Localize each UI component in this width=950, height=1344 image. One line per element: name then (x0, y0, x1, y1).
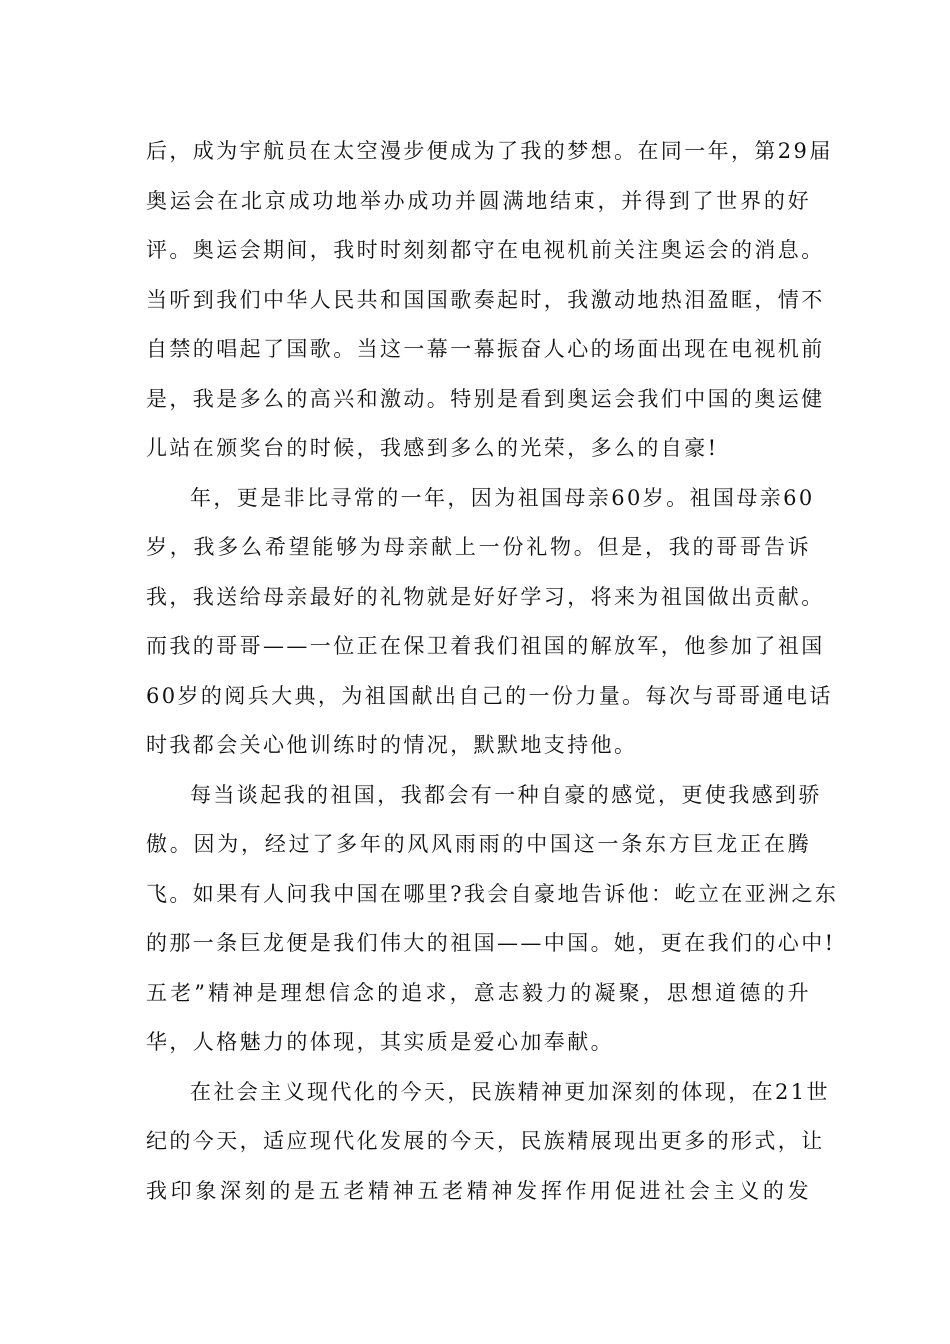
text-line: 的那一条巨龙便是我们伟大的祖国——中国。她，更在我们的心中! (146, 931, 836, 955)
body-text (146, 127, 839, 1216)
text-line: 五老”精神是理想信念的追求，意志毅力的凝聚，思想道德的升 (146, 980, 811, 1005)
text-line: 飞。如果有人问我中国在哪里?我会自豪地告诉他：屹立在亚洲之东 (146, 881, 839, 906)
text-line: 奥运会在北京成功地举办成功并圆满地结束，并得到了世界的好 (146, 188, 811, 213)
text-line: 儿站在颁奖台的时候，我感到多么的光荣，多么的自豪! (146, 436, 719, 460)
text-line: 是，我是多么的高兴和激动。特别是看到奥运会我们中国的奥运健 (146, 386, 825, 411)
text-line: 时我都会关心他训练时的情况，默默地支持他。 (146, 733, 638, 757)
text-line: 而我的哥哥——一位正在保卫着我们祖国的解放军，他参加了祖国 (146, 634, 825, 658)
text-line: 年，更是非比寻常的一年，因为祖国母亲60岁。祖国母亲60 (190, 485, 815, 510)
text-line: 纪的今天，适应现代化发展的今天，民族精展现出更多的形式，让 (146, 1129, 825, 1153)
text-line: 我印象深刻的是五老精神五老精神发挥作用促进社会主义的发 (146, 1178, 811, 1203)
text-line: 当听到我们中华人民共和国国歌奏起时，我激动地热泪盈眶，情不 (146, 287, 825, 312)
text-line: 岁，我多么希望能够为母亲献上一份礼物。但是，我的哥哥告诉 (146, 535, 811, 559)
text-line: 后，成为宇航员在太空漫步便成为了我的梦想。在同一年，第29届 (146, 139, 833, 163)
text-line: 华，人格魅力的体现，其实质是爱心加奉献。 (146, 1030, 614, 1054)
text-line: 每当谈起我的祖国，我都会有一种自豪的感觉，更使我感到骄 (190, 782, 822, 807)
text-line: 评。奥运会期间，我时时刻刻都守在电视机前关注奥运会的消息。 (146, 238, 825, 262)
text-line: 我，我送给母亲最好的礼物就是好好学习，将来为祖国做出贡献。 (146, 584, 825, 609)
text-line: 自禁的唱起了国歌。当这一幕一幕振奋人心的场面出现在电视机前 (146, 337, 825, 361)
text-line: 傲。因为，经过了多年的风风雨雨的中国这一条东方巨龙正在腾 (146, 832, 811, 856)
text-line: 60岁的阅兵大典，为祖国献出自己的一份力量。每次与哥哥通电话 (146, 683, 833, 708)
text-line: 在社会主义现代化的今天，民族精神更加深刻的体现，在21世 (190, 1079, 830, 1104)
